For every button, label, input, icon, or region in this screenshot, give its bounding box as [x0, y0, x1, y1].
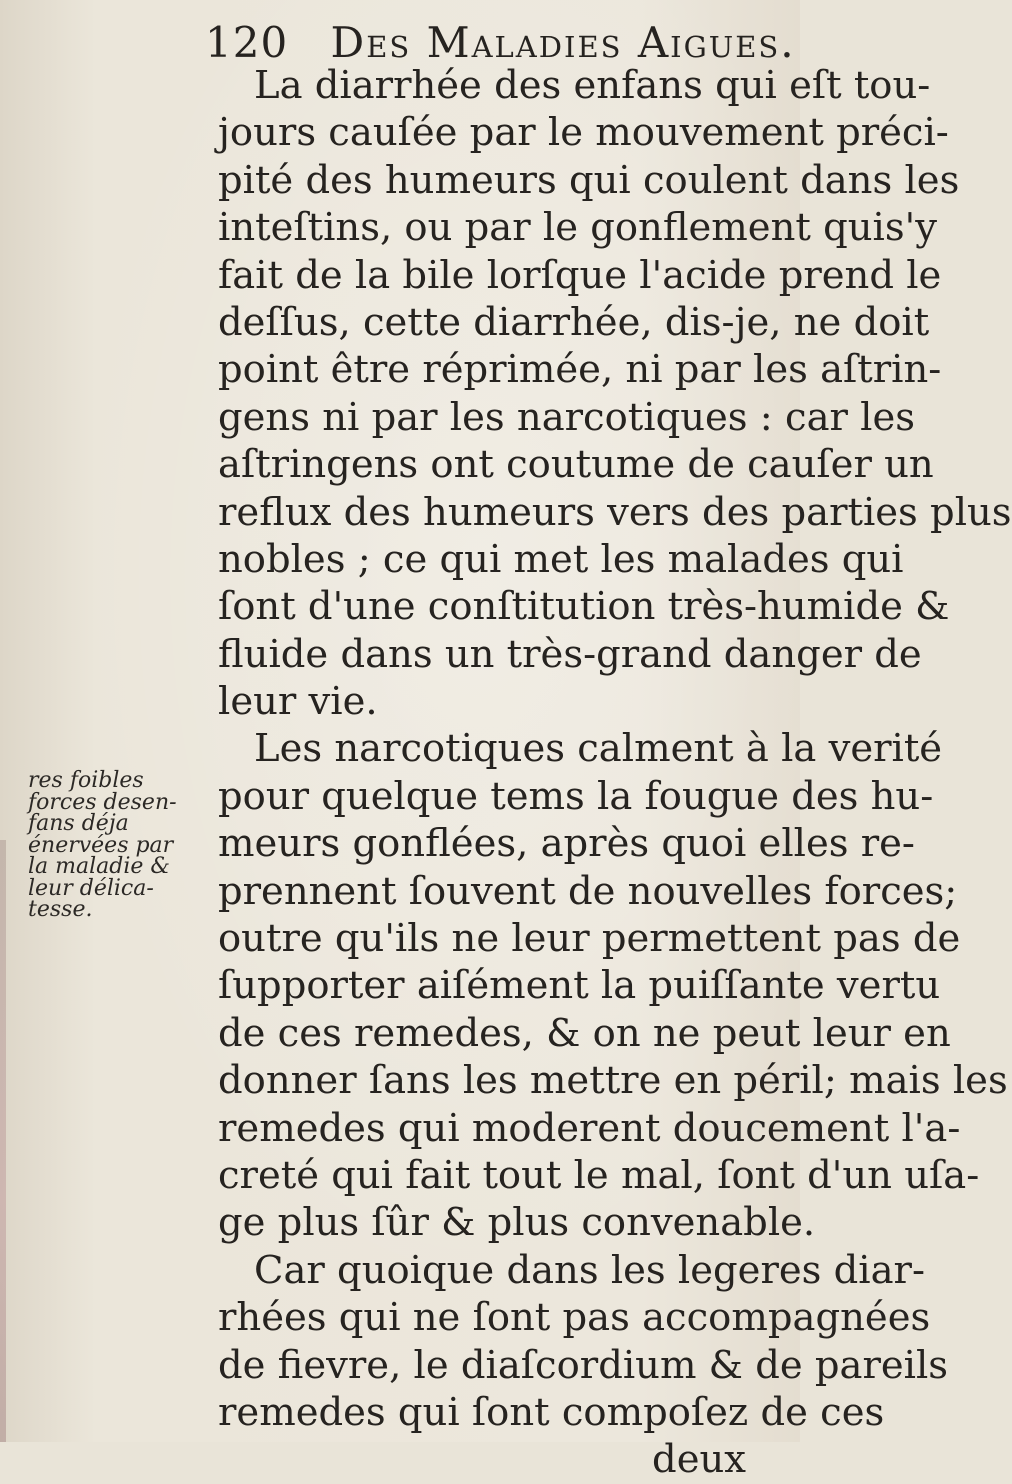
text-line: de fievre, le diaſcordium & de pareils — [218, 1342, 949, 1388]
text-line: gens ni par les narcotiques : car les — [218, 394, 916, 440]
text-line: point être réprimée, ni par les aſtrin- — [218, 347, 942, 393]
margin-note-line: res foibles — [28, 768, 144, 793]
text-line: ge plus ſûr & plus convenable. — [218, 1200, 816, 1246]
body-text — [218, 62, 1012, 1484]
text-line: remedes qui ſont compoſez de ces — [218, 1389, 885, 1435]
text-line: jours cauſée par le mouvement préci- — [218, 110, 949, 156]
text-line: ſont d'une conſtitution très-humide & — [218, 584, 950, 630]
text-line: aſtringens ont coutume de cauſer un — [218, 442, 934, 488]
margin-note — [28, 770, 203, 921]
text-line: La diarrhée des enfans qui eſt tou- — [254, 63, 931, 108]
text-line: deſſus, cette diarrhée, dis-je, ne doit — [218, 299, 930, 345]
margin-note-line: tesse. — [28, 897, 93, 922]
running-header — [205, 18, 796, 67]
text-line: creté qui fait tout le mal, ſont d'un uſa- — [218, 1152, 980, 1198]
margin-note-line: leur délica- — [28, 875, 154, 901]
margin-note-line: forces desen- — [28, 789, 177, 815]
text-line: reflux des humeurs vers des parties plus — [218, 489, 1012, 535]
text-line: nobles ; ce qui met les malades qui — [218, 536, 904, 582]
text-line: donner ſans les mettre en péril; mais les — [218, 1058, 1008, 1104]
text-line: Les narcotiques calment à la verité — [254, 726, 943, 772]
page-title: Des Maladies Aigues. — [330, 18, 796, 67]
text-line: de ces remedes, & on ne peut leur en — [218, 1010, 951, 1056]
page-edge — [0, 840, 6, 1442]
catchword: deux — [652, 1437, 746, 1483]
text-line: outre qu'ils ne leur permettent pas de — [218, 916, 961, 962]
text-line: pité des humeurs qui coulent dans les — [218, 157, 960, 203]
text-line: Car quoique dans les legeres diar- — [254, 1247, 925, 1293]
margin-note-line: la maladie & — [28, 854, 170, 879]
text-line: pour quelque tems la fougue des hu- — [218, 773, 934, 819]
margin-note-line: énervées par — [28, 832, 174, 858]
text-line: remedes qui moderent doucement l'a- — [218, 1105, 961, 1151]
text-line: prennent ſouvent de nouvelles forces; — [218, 868, 958, 914]
text-line: inteſtins, ou par le gonflement quis'y — [218, 205, 937, 251]
text-line: ſupporter aiſément la puiſſante vertu — [218, 963, 941, 1009]
text-line: fluide dans un très-grand danger de — [218, 631, 922, 677]
text-line: fait de la bile lorſque l'acide prend le — [218, 252, 942, 298]
text-line: meurs gonflées, après quoi elles re- — [218, 821, 915, 867]
page-number: 120 — [205, 18, 289, 67]
margin-note-line: fans déja — [28, 811, 129, 836]
text-line: rhées qui ne ſont pas accompagnées — [218, 1295, 931, 1341]
text-line: leur vie. — [218, 679, 378, 725]
